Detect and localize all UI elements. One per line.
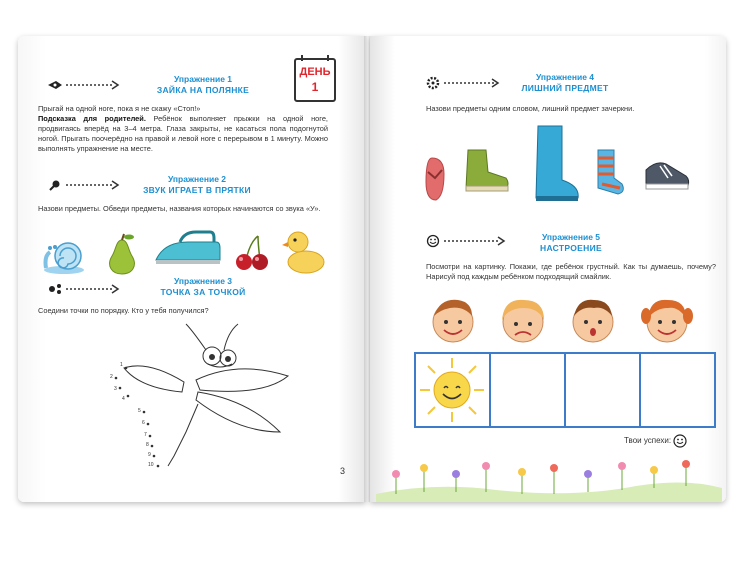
exercise-2-text: Назови предметы. Обведи предметы, названия которых начинаются со звука «У». [38, 204, 321, 213]
smiley-drawing-grid [414, 352, 716, 428]
dot-number: 1 [120, 362, 123, 368]
dot-number: 8 [146, 442, 149, 448]
grid-cell-2[interactable] [491, 354, 566, 426]
grid-cell-sun[interactable] [416, 354, 491, 426]
day-calendar-badge [294, 58, 336, 102]
exercise-2-title: Упражнение 2 ЗВУК ИГРАЕТ В ПРЯТКИ [143, 174, 251, 195]
pear-image [102, 232, 142, 276]
open-workbook [18, 36, 724, 502]
sun-smiley-image [416, 354, 488, 426]
exercise-1-title: Упражнение 1 ЗАЙКА НА ПОЛЯНКЕ [156, 74, 250, 95]
dot-number: 9 [148, 452, 151, 458]
exercise-5-text: Посмотри на картинку. Покажи, где ребёнок грустный. Как ты думаешь, почему? Нарисуй под каждым ребёнком подходящий смайлик. [426, 262, 716, 281]
dot-number: 5 [138, 408, 141, 414]
exercise-4-text: Назови предметы одним словом, лишний предмет зачеркни. [426, 104, 635, 113]
dot-number: 10 [148, 462, 154, 468]
child-face-girl-happy [640, 294, 694, 346]
dots-arrow-icon [46, 282, 120, 296]
right-page [370, 36, 726, 502]
child-face-surprised [568, 294, 618, 346]
left-page [18, 36, 366, 502]
exercise-3-title: Упражнение 3 ТОЧКА ЗА ТОЧКОЙ [160, 276, 246, 297]
sneaker-image [642, 156, 692, 192]
iron-image [150, 230, 224, 268]
exercise-1-text: Прыгай на одной ноге, пока я не скажу «Стоп!» Подсказка для родителей. Ребёнок выполняет прыжки на одной ноге, продвигаясь вперёд на 3–4 метра. Глаза закрыты, не касаться пола подогнутой ногой. Прыгать поочерёдно на правой и левой ноге с перерывом в 1 минуту. Можно выполнять упражнение на месте. [38, 104, 328, 153]
child-face-happy [428, 294, 478, 346]
smiley-arrow-icon [426, 234, 506, 248]
page-number: 3 [340, 466, 346, 476]
dot-number: 2 [110, 374, 113, 380]
grid-cell-3[interactable] [566, 354, 641, 426]
dot-number: 3 [114, 386, 117, 392]
exercise-4-title: Упражнение 4 ЛИШНИЙ ПРЕДМЕТ [521, 72, 609, 93]
rocket-arrow-icon [46, 78, 120, 92]
duckling-image [282, 226, 328, 276]
dot-number: 6 [142, 420, 145, 426]
flip-flop-image [420, 156, 450, 202]
exercise-5-title: Упражнение 5 НАСТРОЕНИЕ [540, 232, 602, 253]
dot-number: 7 [144, 432, 147, 438]
green-boot-image [458, 148, 512, 194]
grid-cell-4[interactable] [641, 354, 714, 426]
cherries-image [230, 234, 274, 272]
success-label: Твои успехи: [624, 434, 687, 448]
dot-number: 4 [122, 396, 125, 402]
striped-sock-image [592, 148, 628, 196]
flower-border-image [376, 446, 722, 502]
day-number: 1 [311, 80, 319, 94]
snail-image [40, 234, 92, 276]
microphone-arrow-icon [46, 178, 120, 192]
child-face-sad [498, 294, 548, 346]
exercise-3-text: Соедини точки по порядку. Кто у тебя получился? [38, 306, 209, 315]
dragonfly-dot-to-dot [88, 320, 300, 470]
rubber-boot-image [528, 124, 582, 204]
gear-arrow-icon [426, 76, 500, 90]
day-label: ДЕНЬ [299, 66, 331, 78]
